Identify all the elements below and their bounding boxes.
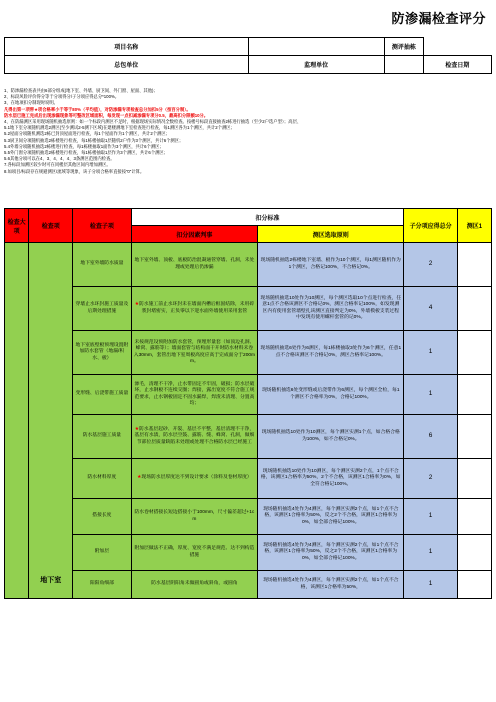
zone-1-cell[interactable] — [457, 243, 491, 287]
check-item: 穿墙止水环封施工质量及后期处理措施 — [73, 287, 131, 331]
subitem-score: 1 — [404, 331, 458, 375]
supervisor-value[interactable] — [384, 56, 423, 74]
table-row — [5, 571, 492, 599]
title-bar — [0, 0, 496, 28]
header-deduction-sub: 扣分因素判事 — [131, 226, 258, 243]
zone-method: 现场随机抽选10处作为10测区，每个测区实测2个点，1个点不合格，该测区1合格率为50%，2个不合格，该测区1合格率为0%，如全符合格记100%。 — [258, 459, 404, 499]
check-item: 防水基层施工质量 — [73, 415, 131, 459]
table-row — [5, 459, 492, 499]
table-row — [5, 415, 492, 459]
project-name-label: 项目名称 — [5, 38, 249, 56]
header-subitem: 检查子项 — [73, 209, 131, 243]
zone-1-cell[interactable] — [457, 415, 491, 459]
note-line: 4、在防漏测区采用现场随机抽选原则：如一个标段内测区不足时，根据现场实际情况全数检查。按楼号标段直接抽查2栋进行抽选（至少2户选户型）；高层、 — [4, 119, 302, 125]
check-subitem — [131, 331, 258, 375]
project-name-value[interactable] — [248, 38, 384, 56]
zone-method: 现场随机抽选4处作为4测区，每个测区实测2个点，如1个点不合格，该测区1合格率为50%，反之2个不合格，该测区1合格率为0%，如全部合格记100%。 — [258, 499, 404, 535]
zone-1-cell[interactable] — [457, 331, 491, 375]
table-row — [5, 287, 492, 331]
header-score: 子分项应得总分 — [404, 209, 458, 243]
note-line: 5.6其他分项可以在4、3、4、4、4、3条测区范围内检查。 — [4, 156, 115, 162]
table-row — [5, 499, 492, 535]
check-subitem — [131, 571, 258, 599]
header-deduction: 扣分标准 — [131, 209, 404, 226]
subitem-text: 渗毛，清理不干净，止水带固定不牢固，破损；防水层破坏，止水钢板不连续交圈；焊接，露出宽度不符合施工规范要求，止水钢板固定不固水漏焊，焊渣未清理、分置高均； — [134, 382, 255, 406]
note-line: 5.4外墙分项随机抽选2栋楼进行检查，每1栋楼抽取1面作为3个测区，共计6个测区； — [4, 143, 164, 149]
note-line: 8.如项目/标段存在规避测区/流域等现象，该子分项合格率直接按“0”计算。 — [4, 168, 145, 174]
inspection-table — [4, 208, 492, 599]
check-subitem — [131, 415, 258, 459]
supervisor-label: 监理单位 — [248, 56, 384, 74]
subitem-text: 附加层做法不正确，厚度、宽度不满足规范、达不到构造措施 — [134, 546, 255, 558]
check-subitem — [131, 499, 258, 535]
zone-method: 现场随机抽选6处作为6测区，每1栋楼抽取3处作为6个测区，任意1点不合格该测区不合格记0%，测区合格率记100%。 — [258, 331, 404, 375]
subitem-score: 1 — [404, 499, 458, 535]
note-line: 5.1地下室分项随机测选2测区(至少测试2-5测下区域)在建楼测地下室检查进行检查，每1测区各为1个测区，共计2个测区； — [4, 125, 235, 131]
check-item: 地下室外墙防水质量 — [73, 243, 131, 287]
contractor-label: 总包单位 — [5, 56, 249, 74]
subitem-score: 6 — [404, 415, 458, 459]
check-item: 阳阳角细部 — [73, 571, 131, 599]
key-item-star-icon: ★ — [134, 427, 139, 433]
zone-method: 现场随机抽选10处作为10测区，每个测区实测1个点，如合格合格为100%，如不合格记0%。 — [258, 415, 404, 459]
project-info-table — [4, 37, 492, 74]
note-line: 5.2屋面分项随机测选2栋已封顶屋面进行检查，每1个屋面作为1个测区，共计2个测区； — [4, 131, 170, 137]
check-subitem — [131, 287, 258, 331]
note-line: 5.5外门窗分项随机抽选2栋楼进行检查，每1栋楼抽取1层作为3个测区，共计6个测区； — [4, 150, 169, 156]
header-category: 检查大项 — [5, 209, 29, 243]
zone-method: 现场随机抽选6处变形缝或后浇带作为6测区，每个测区全检，每1个测区不合格率为0%，合格记100%。 — [258, 375, 404, 415]
check-date-label: 检查日期 — [423, 56, 491, 74]
subitem-score: 2 — [404, 243, 458, 287]
table-row — [5, 243, 492, 287]
zone-method: 现场随机抽选4处作为4测区，每个测区实测2个点，如1个点不合格，该测区1合格率为50%， — [258, 571, 404, 599]
note-line: 5.3厨卫间分项随机抽选2栋楼进行检查，每1栋楼抽取1层随机2户作为3个测区，共计6个测区； — [4, 137, 184, 143]
subitem-text: 防水基层阴阳角未做圆角或斜角，或圆角 — [151, 581, 238, 587]
key-item-star-icon: ★ — [134, 302, 139, 308]
note-line: 2、标段风险评价得分等于分项得分/子分项应得总分*100%。 — [4, 94, 120, 100]
check-subitem — [131, 535, 258, 571]
note-line: 凡得出第一项带★项合格率小于等于80%（平均值），对防渗漏专项检查总分加扣5分（按百分制）。 — [4, 106, 191, 112]
category-label: 地下室 — [29, 243, 73, 599]
check-item: 附加层 — [73, 535, 131, 571]
table-row — [5, 331, 492, 375]
subitem-text: 防水施工前止水环封未在墙面内槽后框固结除，未用碎浆封堵密实，正负零以下迎水面外墙使用采用套管 — [139, 302, 255, 314]
check-subitem — [131, 243, 258, 287]
subitem-text: 防水基层起砂、开裂、基层不平整，基层清理不干净，基层有水渍，防水层空鼓、露筋、缝、蜂窝、孔洞，做细节部位层质量缺陷未处理或处理不合格防水层已经施工 — [134, 427, 255, 445]
check-subitem — [131, 375, 258, 415]
header-zone-1: 测区1 — [457, 209, 491, 243]
table-row — [5, 375, 492, 415]
zone-1-cell[interactable] — [457, 499, 491, 535]
zone-1-cell[interactable] — [457, 535, 491, 571]
key-item-star-icon: ★ — [137, 475, 142, 481]
check-item: 变形缝、后浇带施工质量 — [73, 375, 131, 415]
page-title: 防渗漏检查评分 — [391, 11, 486, 26]
check-subitem — [131, 459, 258, 499]
check-item: 搭接长度 — [73, 499, 131, 535]
subitem-score: 4 — [404, 287, 458, 331]
zone-1-cell[interactable] — [457, 287, 491, 331]
header-item: 检查项 — [29, 209, 73, 243]
note-line: 7.各标段加测区较少时可在同楼层其他区间内增加测区。 — [4, 162, 111, 168]
category-basement — [5, 243, 29, 599]
instructions-notes — [4, 88, 492, 175]
subitem-text: 地下室外墙、顶板、底板防治混凝通管穿墙、孔洞，未处理或处理后仍渗漏 — [134, 258, 255, 270]
subitem-score: 2 — [404, 459, 458, 499]
zone-1-cell[interactable] — [457, 459, 491, 499]
check-item: 地下室底壁板预埋设置附加防水套管（地漏/积水、板） — [73, 331, 131, 375]
zone-method: 现场随机抽选2栋楼地下室墙、板作为10个测区，每1测区随机作为1个测区，合格记100%，不合格记0%。 — [258, 243, 404, 287]
note-line: 1、防渗漏检查表共由6部分组成(地下室、外墙、厨卫间、外门窗、屋面、其他)； — [4, 88, 158, 93]
note-line: 3、在地项扣分制现时说明。 — [4, 100, 58, 106]
zone-method: 现场随机抽选10处作为10测区，每个测区选取10个点进行检查，任意1点不合格该测区不合格记0%，测区合格率记100%，如发现测区内有使用套管墙壁扎该测区直接判定为0%，外墙模板支装过程中发现有使用螺杆套管的记0%。 — [258, 287, 404, 331]
note-line: 防水层已施工完成后出现渗漏现象等可整改区域面积，每发现一点扣减渗漏专项分0.5，最高扣分限额10分。 — [4, 112, 209, 118]
subitem-text: 防水卷材搭接长短边搭接小于100mm，尺寸偏差超过+1cm — [134, 510, 255, 522]
sample-building-label: 测评抽栋 — [384, 38, 423, 56]
subitem-score: 1 — [404, 571, 458, 599]
subitem-text: 现场防水层厚度达不到设计要求（涂料及卷材厚度） — [141, 475, 252, 481]
zone-1-cell[interactable] — [457, 571, 491, 599]
check-item: 防水材料厚度 — [73, 459, 131, 499]
header-method: 测区选取原则 — [258, 226, 404, 243]
table-row — [5, 535, 492, 571]
zone-1-cell[interactable] — [457, 375, 491, 415]
zone-method: 现场随机抽选4处作为4测区，每个测区实测2个点，如1个点不合格，该测区1合格率为50%，反之2个不合格，该测区1合格率为0%，如全部合格记100%。 — [258, 535, 404, 571]
subitem-score: 1 — [404, 535, 458, 571]
subitem-score: 1 — [404, 375, 458, 415]
subitem-text: 未按规范设预附加防水套管，预埋形量套（如顶边孔洞、蜂窝、露筋等）；墙面套管与结构面干开时防水材料未卷入30mm，套管出地下室周板高度应高于完成面分于200mm。 — [133, 340, 256, 364]
